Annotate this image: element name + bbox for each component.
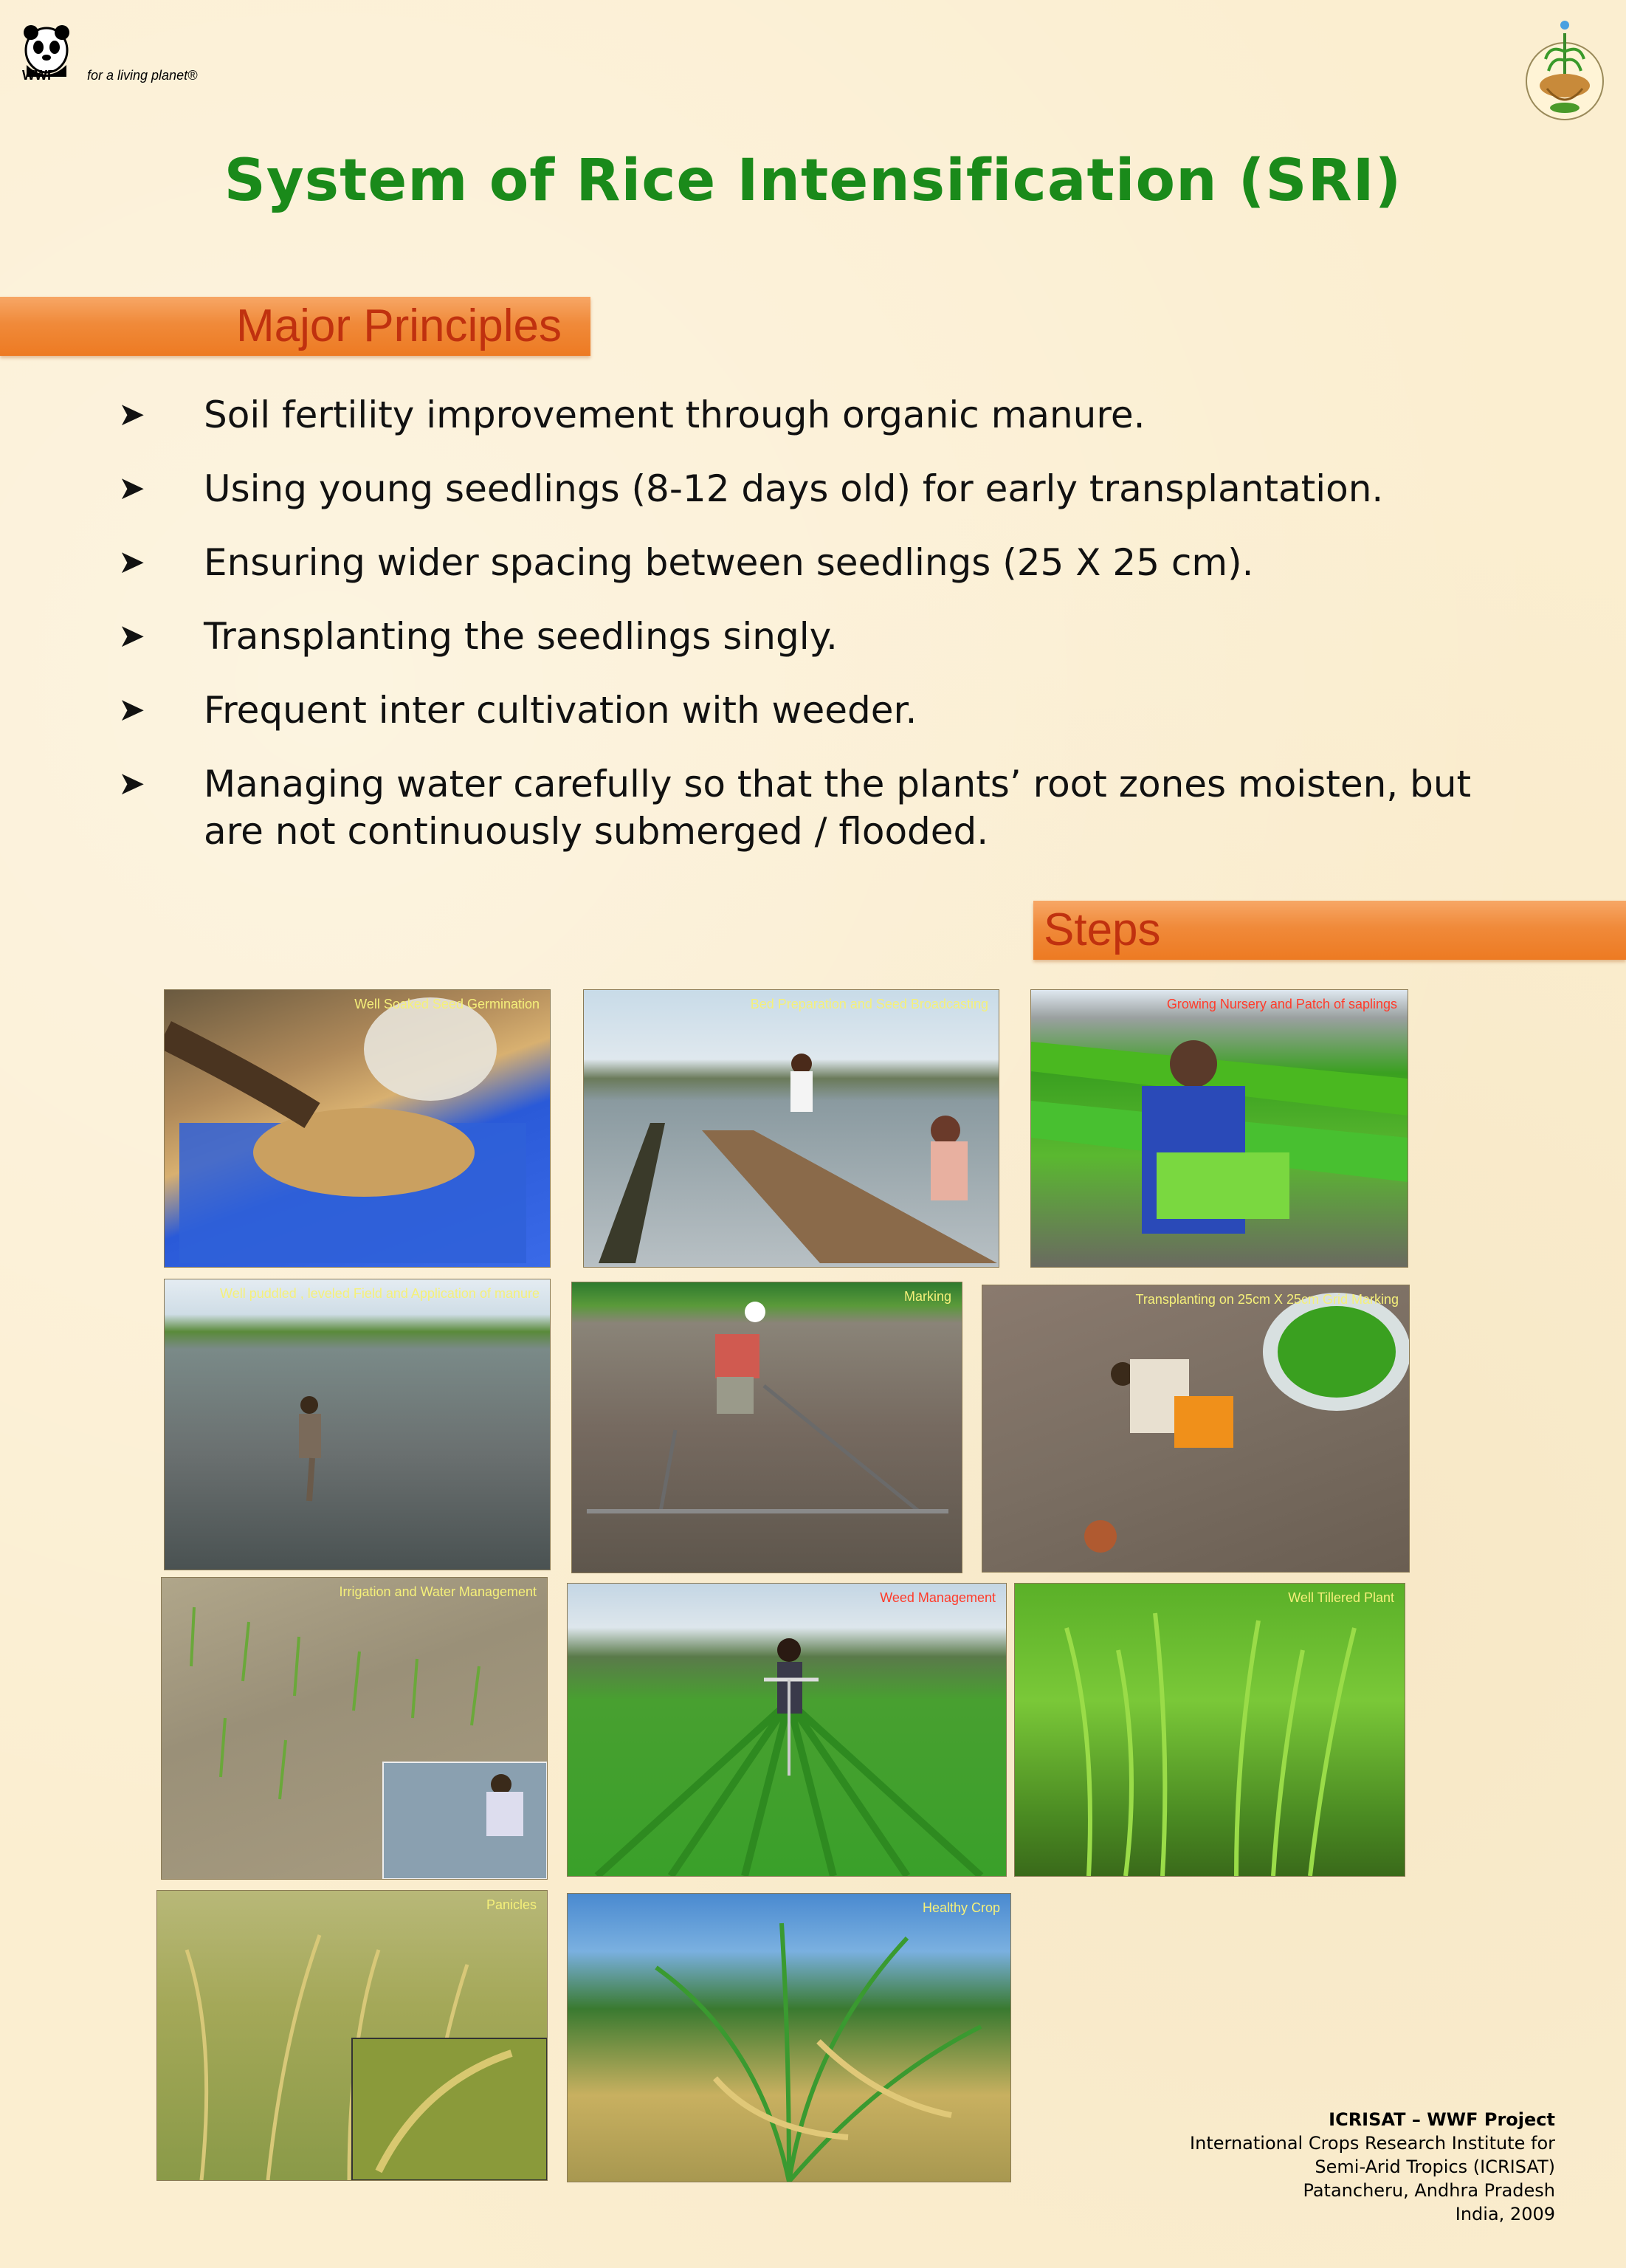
principle-item: [118, 465, 1520, 512]
principle-item: [118, 687, 1520, 734]
photo-caption: Well puddled , leveled Field and Application of manure: [220, 1286, 540, 1301]
photo-irrigation: [161, 1577, 548, 1880]
photo-puddled-field: [164, 1279, 551, 1570]
principle-text: Frequent inter cultivation with weeder.: [204, 689, 917, 732]
wwf-logo-text: WWF: [22, 68, 55, 83]
principle-text: Ensuring wider spacing between seedlings (25 X 25 cm).: [204, 541, 1254, 584]
arrow-bullet-icon: ➤: [118, 396, 145, 433]
principles-heading: Major Principles: [236, 300, 562, 351]
principles-banner: [0, 297, 590, 356]
photo-caption: Transplanting on 25cm X 25cm Grid Marking: [1135, 1292, 1399, 1307]
photo-tillered-plant: [1014, 1583, 1405, 1877]
footer-line: International Crops Research Institute for: [1190, 2133, 1555, 2154]
healthy-crop-illustration: [568, 1894, 1010, 2182]
steps-heading: Steps: [1044, 904, 1161, 955]
weeding-illustration: [568, 1584, 1006, 1876]
field-illustration: [165, 1279, 550, 1570]
photo-bed-preparation: [583, 989, 999, 1268]
steps-banner: [1033, 901, 1626, 960]
photo-caption: Well Tillered Plant: [1288, 1590, 1394, 1605]
irrigation-illustration: [162, 1578, 547, 1879]
arrow-bullet-icon: ➤: [118, 543, 145, 581]
nursery-illustration: [1031, 990, 1408, 1267]
principle-item: [118, 539, 1520, 586]
arrow-bullet-icon: ➤: [118, 470, 145, 507]
photo-panicles: [156, 1890, 548, 2181]
photo-caption: Growing Nursery and Patch of saplings: [1166, 997, 1397, 1011]
photo-caption: Weed Management: [880, 1590, 996, 1605]
marking-illustration: [572, 1282, 962, 1573]
principles-list: [118, 391, 1520, 882]
photo-marking: [571, 1282, 962, 1573]
transplanting-illustration: [982, 1285, 1409, 1572]
principle-item: [118, 760, 1520, 855]
principle-text: Soil fertility improvement through organic manure.: [204, 394, 1146, 436]
photo-caption: Panicles: [486, 1897, 537, 1912]
photo-nursery: [1030, 989, 1408, 1268]
principle-text: Using young seedlings (8-12 days old) for early transplantation.: [204, 467, 1384, 510]
bed-illustration: [584, 990, 999, 1267]
photo-caption: Irrigation and Water Management: [339, 1584, 537, 1599]
page-title: System of Rice Intensification (SRI): [224, 148, 1402, 214]
arrow-bullet-icon: ➤: [118, 617, 145, 655]
photo-weed-management: [567, 1583, 1007, 1877]
photo-seed-germination: [164, 989, 551, 1268]
principle-text: Transplanting the seedlings singly.: [204, 615, 838, 658]
principle-item: [118, 391, 1520, 439]
photo-caption: Well Soaked Seed Germination: [354, 997, 540, 1011]
footer-credit: [1107, 2108, 1555, 2226]
arrow-bullet-icon: ➤: [118, 691, 145, 729]
photo-healthy-crop: [567, 1893, 1011, 2182]
principle-text: Managing water carefully so that the plants’ root zones moisten, but are not continuously submerged / flooded.: [204, 763, 1472, 853]
footer-project: ICRISAT – WWF Project: [1329, 2109, 1555, 2130]
tillered-plant-illustration: [1015, 1584, 1405, 1876]
wwf-tagline: for a living planet®: [87, 68, 198, 83]
principle-item: [118, 613, 1520, 660]
photo-caption: Healthy Crop: [922, 1900, 1000, 1915]
photo-transplanting: [982, 1285, 1410, 1573]
footer-line: Patancheru, Andhra Pradesh: [1303, 2180, 1555, 2201]
panicles-illustration: [157, 1891, 547, 2180]
arrow-bullet-icon: ➤: [118, 765, 145, 803]
footer-line: India, 2009: [1455, 2204, 1555, 2224]
footer-line: Semi-Arid Tropics (ICRISAT): [1315, 2157, 1555, 2177]
seed-box-illustration: [165, 990, 550, 1267]
photo-caption: Bed Preparation and Seed Broadcasting: [750, 997, 988, 1011]
sri-india-logo: [1520, 15, 1609, 126]
photo-caption: Marking: [903, 1289, 951, 1304]
